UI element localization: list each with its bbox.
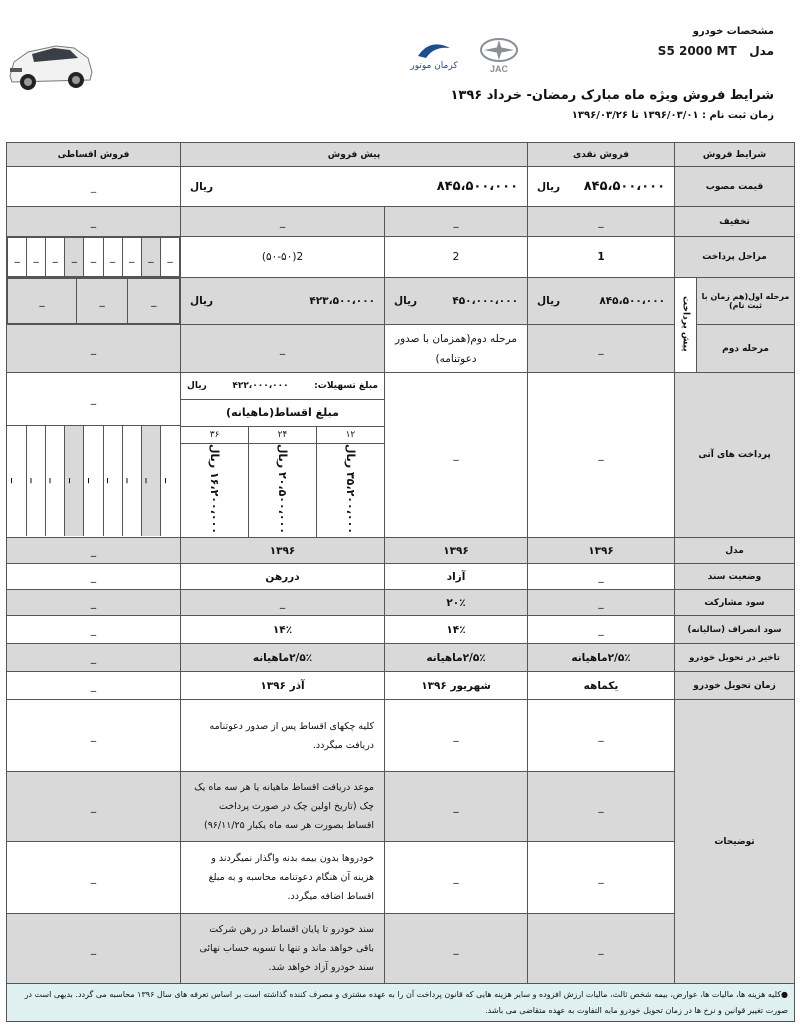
installment-note-3: _: [7, 842, 181, 914]
facility-unit: ریال: [187, 381, 207, 391]
jac-logo-icon: [478, 36, 520, 74]
label-prepayment: پیش پرداخت: [680, 295, 691, 352]
cash-note-4: _: [528, 914, 675, 984]
amount-36-cell: [181, 443, 249, 537]
month-36: ۳۶: [181, 427, 249, 443]
cash-forfeit: _: [528, 616, 675, 644]
sub-dash: _: [122, 238, 141, 277]
footer-note: ●کلیه هزینه ها، مالیات ها، عوارض، بیمه شخص ثالث، مالیات ارزش افزوده و سایر هزینه هایی که قانون پرداخت آن را به عهده مشتری و مصرف کننده گذاشته است بر اساس تعرفه های سال ۱۳۹۶ محاسبه می گردد. بدیهی است در صورت تغییر قوانین و نرخ ها در زمان تحویل خودرو مابه التفاوت به عهده متقاضی می باشد.: [7, 984, 795, 1022]
presale-b-second: _: [181, 325, 385, 373]
installment-note-1: _: [7, 700, 181, 772]
note-3: خودروها بدون بیمه بدنه واگذار نمیگردند و هزینه آن هنگام دعوتنامه محاسبه و به مبلغ اقساط اضافه میگردد.: [181, 842, 385, 914]
cash-note-2: _: [528, 772, 675, 842]
kerman-motor-logo-icon: [404, 36, 464, 74]
cash-note-1: _: [528, 700, 675, 772]
cash-stages: 1: [528, 237, 675, 278]
label-delay: تاخیر در تحویل خودرو: [675, 644, 795, 672]
presale-price: ۸۴۵،۵۰۰،۰۰۰: [436, 179, 519, 194]
cash-first: ۸۴۵،۵۰۰،۰۰۰: [599, 295, 666, 307]
presale-a-future: _: [385, 373, 528, 538]
sub-dash: _: [142, 426, 161, 536]
presale-b-model: ۱۳۹۶: [181, 538, 385, 564]
sub-dash: _: [76, 279, 128, 324]
label-doc-status: وضعیت سند: [675, 564, 795, 590]
presale-a-model: ۱۳۹۶: [385, 538, 528, 564]
col-cash: فروش نقدی: [528, 143, 675, 167]
installment-future-top: _: [7, 373, 180, 426]
installment-discount: _: [7, 207, 181, 237]
presale-a-note-4: _: [385, 914, 528, 984]
sub-dash: _: [65, 238, 84, 277]
presale-a-first-cell: [385, 278, 528, 325]
label-model: مدل: [675, 538, 795, 564]
kerman-logo-text: کرمان موتور: [410, 61, 458, 71]
cash-delivery: یکماهه: [528, 672, 675, 700]
amount-36: ۱۶،۲۰۰،۰۰۰ ریال: [208, 443, 222, 534]
cash-future: _: [528, 373, 675, 538]
sub-dash: _: [103, 426, 122, 536]
label-first-stage: مرحله اول(هم زمان با ثبت نام): [697, 278, 795, 325]
label-discount: تخفیف: [675, 207, 795, 237]
presale-b-stages: 2(۵۰-۵۰): [181, 237, 385, 278]
presale-a-first: ۴۵۰،۰۰۰،۰۰۰: [452, 295, 519, 307]
note-2: موعد دریافت اقساط ماهیانه یا هر سه ماه یک چک (تاریخ اولین چک در صورت پرداخت اقساط بصورت هر سه ماه یکبار ۹۶/۱۱/۲۵): [181, 772, 385, 842]
presale-a-first-unit: ریال: [394, 295, 418, 307]
sub-dash: _: [27, 238, 46, 277]
reg-to-word: تا: [631, 110, 639, 121]
sale-title: شرایط فروش ویژه ماه مبارک رمضان- خرداد ۱۳۹۶: [450, 88, 774, 103]
presale-a-partnership: ۲۰٪: [385, 590, 528, 616]
presale-a-note-2: _: [385, 772, 528, 842]
label-notes: توضیحات: [675, 700, 795, 984]
car-image: [4, 32, 96, 96]
presale-a-discount: _: [385, 207, 528, 237]
presale-b-first: ۴۲۳،۵۰۰،۰۰۰: [309, 295, 376, 307]
sub-dash: _: [122, 426, 141, 536]
sub-dash: _: [8, 279, 77, 324]
model-value: S5 2000 MT: [657, 44, 737, 58]
presale-b-partnership: _: [181, 590, 385, 616]
installment-partnership: _: [7, 590, 181, 616]
facility-line: [181, 373, 384, 399]
sub-dash: _: [46, 238, 65, 277]
presale-a-delivery: شهریور ۱۳۹۶: [385, 672, 528, 700]
installment-delivery: _: [7, 672, 181, 700]
cash-price-cell: [528, 167, 675, 207]
installment-delay: _: [7, 644, 181, 672]
presale-b-future-cell: [181, 373, 385, 538]
installment-note-4: _: [7, 914, 181, 984]
cash-partnership: _: [528, 590, 675, 616]
label-delivery: زمان تحویل خودرو: [675, 672, 795, 700]
presale-b-delay: ۲/۵٪ماهیانه: [181, 644, 385, 672]
installment-first-cell: [7, 278, 181, 325]
amount-24: ۲۰،۵۰۰،۰۰۰ ریال: [276, 443, 289, 534]
cash-doc-status: _: [528, 564, 675, 590]
presale-a-doc-status: آزاد: [385, 564, 528, 590]
presale-a-forfeit: ۱۴٪: [385, 616, 528, 644]
presale-price-unit: ریال: [190, 180, 214, 193]
installment-stages-cell: [7, 237, 181, 278]
sub-dash: _: [84, 426, 103, 536]
jac-logo-text: JAC: [489, 64, 509, 74]
sub-dash: _: [160, 238, 179, 277]
installment-model: _: [7, 538, 181, 564]
col-installment: فروش اقساطی: [7, 143, 181, 167]
reg-label: زمان ثبت نام :: [702, 110, 774, 121]
reg-to: ۱۳۹۶/۰۳/۲۶: [571, 110, 628, 121]
amount-24-cell: [249, 443, 317, 537]
installment-doc-status: _: [7, 564, 181, 590]
side-prepayment-cell: [675, 278, 697, 373]
note-1: کلیه چکهای اقساط پس از صدور دعوتنامه دریافت میگردد.: [181, 700, 385, 772]
sub-dash: _: [141, 238, 160, 277]
presale-b-first-unit: ریال: [190, 295, 214, 307]
cash-discount: _: [528, 207, 675, 237]
presale-b-doc-status: دررهن: [181, 564, 385, 590]
registration-period: [572, 110, 774, 121]
presale-b-first-cell: [181, 278, 385, 325]
presale-a-stages: 2: [385, 237, 528, 278]
note-4: سند خودرو تا پایان اقساط در رهن شرکت باقی خواهد ماند و تنها با تسویه حساب نهائی سند خودرو آزاد خواهد شد.: [181, 914, 385, 984]
sub-dash: _: [65, 426, 84, 536]
presale-a-note-3: _: [385, 842, 528, 914]
sub-dash: _: [7, 426, 26, 536]
label-forfeit: سود انصراف (سالیانه): [675, 616, 795, 644]
sub-dash: _: [45, 426, 64, 536]
monthly-title: مبلغ اقساط(ماهیانه): [181, 399, 384, 427]
month-24: ۲۴: [249, 427, 317, 443]
installment-second: _: [7, 325, 181, 373]
cash-model: ۱۳۹۶: [528, 538, 675, 564]
sub-dash: _: [103, 238, 122, 277]
facility-label: مبلغ تسهیلات:: [314, 381, 379, 391]
sub-dash: _: [128, 279, 180, 324]
presale-a-delay: ۲/۵٪ماهیانه: [385, 644, 528, 672]
specs-title: مشخصات خودرو: [692, 26, 774, 37]
brand-logos: [404, 36, 524, 76]
cash-second: _: [528, 325, 675, 373]
sub-dash: _: [8, 238, 27, 277]
cash-delay: ۲/۵٪ماهیانه: [528, 644, 675, 672]
installment-note-2: _: [7, 772, 181, 842]
presale-b-delivery: آذر ۱۳۹۶: [181, 672, 385, 700]
sub-dash: _: [84, 238, 103, 277]
cash-first-cell: [528, 278, 675, 325]
facility-value: ۴۲۲،۰۰۰،۰۰۰: [232, 381, 289, 391]
amount-12: ۳۵،۲۰۰،۰۰۰ ریال: [343, 443, 357, 534]
label-future-payments: پرداخت های آتی: [675, 373, 795, 538]
label-partnership: سود مشارکت: [675, 590, 795, 616]
cash-note-3: _: [528, 842, 675, 914]
presale-b-forfeit: ۱۴٪: [181, 616, 385, 644]
cash-first-unit: ریال: [537, 295, 561, 307]
reg-from: ۱۳۹۶/۰۳/۰۱: [642, 110, 699, 121]
amount-12-cell: [316, 443, 384, 537]
cash-price-unit: ریال: [537, 180, 561, 193]
col-presale: پیش فروش: [181, 143, 528, 167]
sub-dash: _: [161, 426, 180, 536]
cash-price: ۸۴۵،۵۰۰،۰۰۰: [583, 179, 666, 194]
presale-price-cell: [181, 167, 528, 207]
presale-b-discount: _: [181, 207, 385, 237]
sales-conditions-table: [6, 142, 795, 1022]
month-12: ۱۲: [316, 427, 384, 443]
label-approved-price: قیمت مصوب: [675, 167, 795, 207]
label-second-stage: مرحله دوم: [697, 325, 795, 373]
sub-dash: _: [26, 426, 45, 536]
label-stages: مراحل پرداخت: [675, 237, 795, 278]
presale-a-second: مرحله دوم(همزمان با صدور دعوتنامه): [385, 325, 528, 373]
installment-future-cell: [7, 373, 181, 538]
col-conditions: شرایط فروش: [675, 143, 795, 167]
model-label: مدل: [749, 44, 774, 58]
installment-price: _: [7, 167, 181, 207]
presale-a-note-1: _: [385, 700, 528, 772]
model-line: [658, 44, 774, 58]
installment-forfeit: _: [7, 616, 181, 644]
